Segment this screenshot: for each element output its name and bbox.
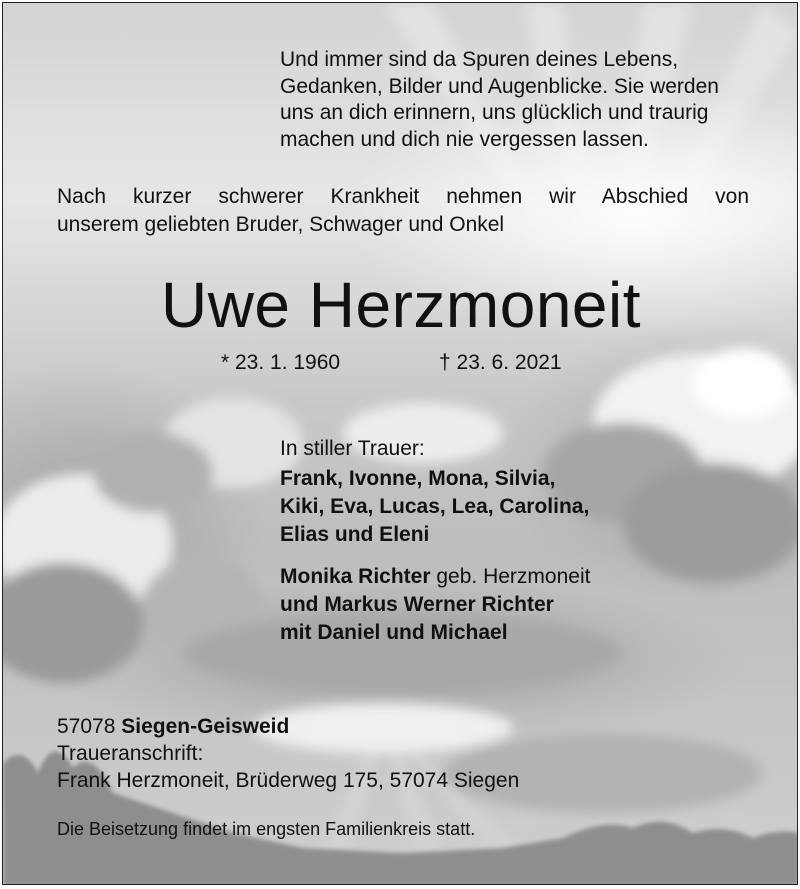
- poem-line: machen und dich nie vergessen lassen.: [280, 127, 649, 151]
- intro-text: [57, 183, 749, 239]
- contact-address: Frank Herzmoneit, Brüderweg 175, 57074 Siegen: [57, 769, 520, 792]
- obituary-notice: [2, 2, 798, 885]
- mourners-line: Kiki, Eva, Lucas, Lea, Carolina,: [280, 495, 590, 518]
- mourning-label: In stiller Trauer:: [280, 437, 425, 460]
- mourner-name: Monika Richter: [280, 565, 431, 588]
- address-label: Traueranschrift:: [57, 742, 204, 765]
- mourners-line: und Markus Werner Richter: [280, 593, 554, 616]
- death-date: † 23. 6. 2021: [439, 351, 562, 374]
- maiden-name: geb. Herzmoneit: [436, 565, 591, 588]
- poem-line: uns an dich erinnern, uns glücklich und traurig: [280, 101, 709, 124]
- funeral-note: Die Beisetzung findet im engsten Familienkreis statt.: [57, 819, 476, 839]
- deceased-name: Uwe Herzmoneit: [160, 269, 642, 341]
- town-line: [57, 713, 519, 740]
- mourners-group-1: [280, 465, 589, 549]
- mourners-line: mit Daniel und Michael: [280, 621, 508, 644]
- town-name: Siegen-Geisweid: [121, 715, 290, 738]
- poem-line: Und immer sind da Spuren deines Lebens,: [280, 48, 679, 71]
- intro-line: unserem geliebten Bruder, Schwager und Onkel: [57, 213, 505, 236]
- mourners-group-2: [280, 563, 590, 647]
- memorial-poem: [280, 47, 719, 153]
- mourners-line: Frank, Ivonne, Mona, Silvia,: [280, 467, 556, 490]
- postal-code: 57078: [57, 715, 116, 738]
- poem-line: Gedanken, Bilder und Augenblicke. Sie werden: [280, 74, 719, 98]
- birth-date: * 23. 1. 1960: [221, 351, 341, 374]
- address-block: [57, 713, 519, 794]
- mourners-line: Elias und Eleni: [280, 523, 430, 546]
- intro-line: Nach kurzer schwerer Krankheit nehmen wir Abschied von: [57, 185, 749, 208]
- mourners-line: [280, 563, 590, 591]
